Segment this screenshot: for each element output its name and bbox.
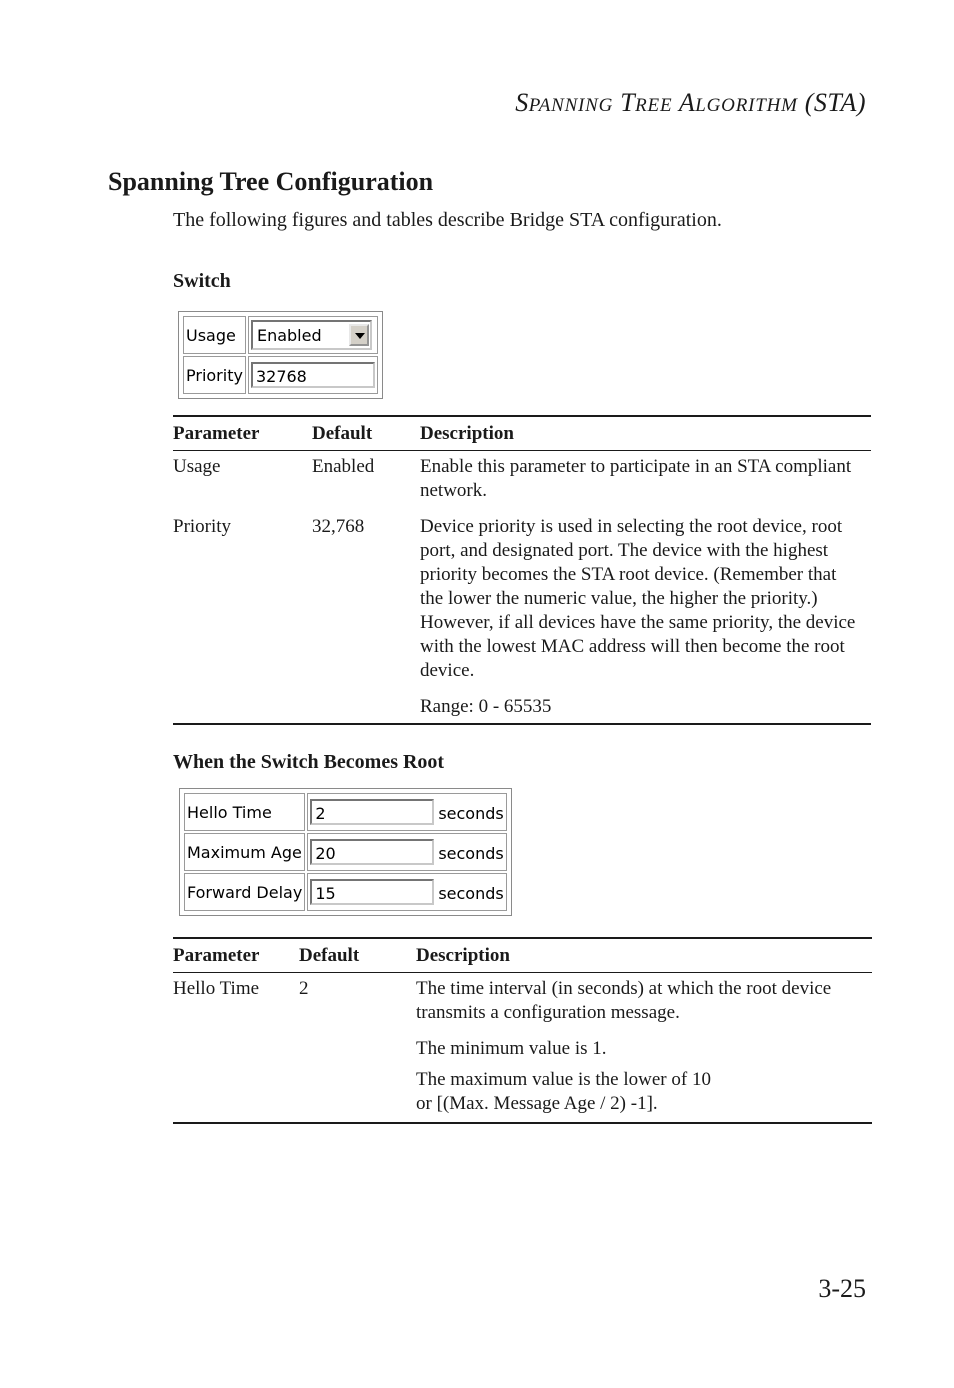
param-name: Priority (173, 516, 232, 537)
intro-paragraph: The following figures and tables describe Bridge STA configuration. (173, 209, 722, 231)
description-text: Range: 0 - 65535 (420, 696, 552, 717)
forward-delay-label: Forward Delay (184, 873, 305, 911)
header-parameter: Parameter (173, 422, 260, 444)
header-description: Description (420, 422, 514, 444)
hello-time-cell (307, 793, 506, 831)
maximum-age-cell (307, 833, 506, 871)
root-form (179, 788, 512, 916)
header-default: Default (299, 944, 360, 966)
header-description: Description (416, 944, 510, 966)
maximum-age-label: Maximum Age (184, 833, 305, 871)
running-head-text: REE (635, 95, 673, 116)
seconds-unit: seconds (438, 804, 504, 823)
usage-label: Usage (183, 316, 246, 354)
description-text: The minimum value is 1. (416, 1038, 607, 1059)
switch-heading: Switch (173, 270, 231, 292)
forward-delay-input[interactable]: 15 (310, 879, 434, 905)
running-head-text: A (678, 88, 696, 117)
forward-delay-cell (307, 873, 506, 911)
usage-cell (248, 316, 378, 354)
table-header (173, 939, 872, 973)
section-title: Spanning Tree Configuration (108, 167, 434, 196)
priority-input[interactable]: 32768 (251, 362, 375, 388)
table-header (173, 417, 871, 451)
usage-select[interactable] (251, 320, 372, 350)
table-row (173, 973, 872, 1122)
maximum-age-input[interactable]: 20 (310, 839, 434, 865)
param-default: Enabled (312, 456, 375, 477)
running-head-text: T (620, 88, 636, 117)
seconds-unit: seconds (438, 844, 504, 863)
header-default: Default (312, 422, 373, 444)
description-text: The maximum value is the lower of 10 or [(Max. Message Age / 2) -1]. (416, 1069, 711, 1114)
param-default: 2 (299, 978, 309, 999)
param-default: 32,768 (312, 516, 365, 537)
param-name: Hello Time (173, 978, 260, 999)
description-text: Device priority is used in selecting the root device, root port, and designated port. The device with the highest priority becomes the STA root device. (Remember that the lower the numeric value, the higher the priority.) However, if all devices have the same priority, the device with the lowest MAC address will then become the root device. (420, 516, 856, 681)
root-heading: When the Switch Becomes Root (173, 751, 445, 773)
seconds-unit: seconds (438, 884, 504, 903)
hello-time-label: Hello Time (184, 793, 305, 831)
header-parameter: Parameter (173, 944, 260, 966)
running-head (515, 88, 866, 118)
param-description (420, 455, 871, 515)
table-row (173, 515, 871, 723)
priority-cell (248, 356, 378, 394)
hello-time-input[interactable]: 2 (310, 799, 434, 825)
running-head-text: LGORITHM (695, 95, 798, 116)
switch-form (178, 311, 383, 399)
running-head-text: S (515, 88, 529, 117)
running-head-text: (STA) (804, 88, 866, 117)
priority-label: Priority (183, 356, 246, 394)
page-number: 3-25 (818, 1274, 866, 1303)
description-text: Enable this parameter to participate in an STA compliant network. (420, 456, 852, 501)
description-text: The time interval (in seconds) at which the root device transmits a configuration message. (416, 978, 832, 1023)
dropdown-arrow-icon[interactable] (349, 324, 369, 346)
param-name: Usage (173, 456, 221, 477)
usage-select-value: Enabled (256, 325, 322, 345)
table-row (173, 451, 871, 515)
switch-parameter-table (173, 415, 871, 725)
root-parameter-table (173, 937, 872, 1124)
param-description (416, 977, 872, 1122)
param-description (420, 515, 871, 723)
running-head-text: PANNING (528, 95, 614, 116)
